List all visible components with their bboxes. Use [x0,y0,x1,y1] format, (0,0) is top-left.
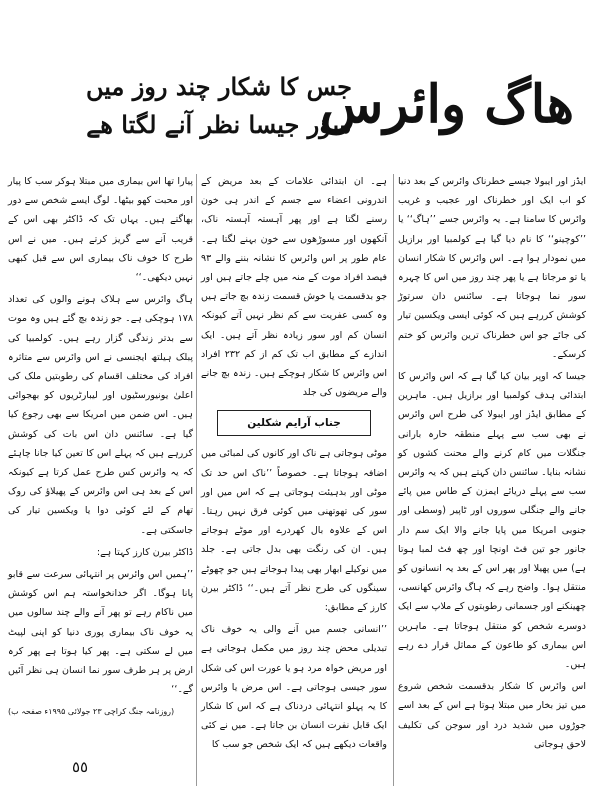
article-title: ھاگ وائرس [319,74,574,135]
paragraph: جیسا کہ اوپر بیان کیا گیا ہے کہ اس وائرس کا ابتدائی ہدف کولمبیا اور برازیل ہیں۔ ماہرین کے مطابق ایڈز اور ایبولا کی طرح اس وائرس نے بھی سب سے پہلے منطقہ حارہ بارانی جنگلات میں کام کرنے والے محنت کشوں کو نشانہ بنایا۔ سائنس دان کہتے ہیں کہ یہ وائرس سب سے پہلے دریائے ایمزن کے طاس میں پائے جانے والے جنگلی سوروں اور ٹاپیر (وسطی اور جنوبی امریکا میں پایا جانے والا ایک سم دار جانور جو تین فٹ اونچا اور چھ فٹ لمبا ہوتا ہے) میں پھیلا اور پھر اس کے بعد یہ انسانوں کو منتقل ہوا۔ واضح رہے کہ ہاگ وائرس کھانسی، چھینکنے اور جسمانی رطوبتوں کے ملاپ سے ایک دوسرے شخص کو منتقل ہوجاتا ہے۔ ماہرین اس بیماری کو طاعون کے مماثل قرار دے رہے ہیں۔ [398,371,586,671]
quote-attribution: ڈاکٹر بیرن کارز کہتا ہے: [96,546,193,558]
column-divider [393,174,394,786]
author-byline-box: جناب آرایم شکلین [217,410,371,436]
quote-paragraph: ’’ہمیں اس وائرس پر انتہائی سرعت سے قابو پانا ہوگا۔ اگر خدانخواستہ ہم اس کوشش میں ناکام رہے تو پھر آنے والے چند سالوں میں یہ خوف ناک بیماری پوری دنیا کو اپنی لپیٹ میں لے سکتی ہے۔ پھر کیا ہوتا ہے پھر کرہ ارض پر ہر طرف سور نما انسان ہی نظر آئیں گے۔‘‘ [8,569,193,696]
paragraph: اس وائرس کا شکار بدقسمت شخص شروع میں تیز بخار میں مبتلا ہوتا ہے اس کے بعد اسے جوڑوں میں شدید درد اور سوجن کی تکلیف لاحق ہوجاتی [398,681,586,750]
article-header [60,64,580,160]
paragraph: ہاگ وائرس سے ہلاک ہونے والوں کی تعداد ۱۷۸ ہوچکی ہے۔ جو زندہ بچ گئے ہیں وہ موت سے بدتر زندگی گزار رہے ہیں۔ کولمبیا کی پبلک ہیلتھ ایجنسی نے اس وائرس سے متاثرہ افراد کی مختلف اقسام کی رطوبتیں ملک کی اعلیٰ یونیورسٹیوں اور لیبارٹریوں کو بھجوائی ہیں۔ اس ضمن میں امریکا سے بھی رجوع کیا گیا ہے۔ سائنس دان اس بات کی کوشش کررہے ہیں کہ پہلے اس کا تعین کیا جانا چاہئے کہ یہ وائرس کس طرح عمل کرتا ہے کیونکہ اس کے بعد ہی اس وائرس کے پھیلاؤ کی روک تھام کے لئے کوئی دوا یا ویکسین تیار کی جاسکتی ہے۔ [8,294,193,536]
paragraph: موٹی ہوجاتی ہے ناک اور کانوں کی لمبائی میں اضافہ ہوجاتا ہے۔ خصوصاً ’’ناک اس حد تک موٹی اور بدہیئت ہوجاتی ہے کہ اس میں اور سور کی تھوتھنی میں کوئی فرق نہیں رہتا۔ اس کے علاوہ بال کھردرے اور موٹے ہوجاتے ہیں۔ ان کی رنگت بھی بدل جاتی ہے۔ جلد میں نوکیلے ابھار بھی پیدا ہوجاتے ہیں جو چھوٹے سینگوں کی طرح نظر آتے ہیں۔‘‘ ڈاکٹر بیرن کارز کے مطابق: [201,448,387,614]
column-middle [201,172,387,758]
paragraph: ایڈز اور ایبولا جیسے خطرناک وائرس کے بعد دنیا کو اب ایک اور خطرناک اور عجیب و غریب وائرس کا سامنا ہے۔ یہ وائرس جسے ’’ہاگ‘‘ یا ’’کوچینو‘‘ کا نام دیا گیا ہے کولمبیا اور برازیل میں نمودار ہوا ہے۔ اس وائرس کا شکار انسان یا تو مرجاتا ہے یا پھر چند روز میں اس کا چہرہ سور نما ہوجاتا ہے۔ سائنس دان سرتوڑ کوشش کررہے ہیں کہ کوئی ایسی ویکسین تیار کی جائے جو اس خطرناک ترین وائرس کو ختم کرسکے۔ [398,176,586,360]
column-divider [196,174,197,786]
quote-paragraph: ’’انسانی جسم میں آنے والی یہ خوف ناک تبدیلی محض چند روز میں مکمل ہوجاتی ہے اور مریض خواہ مرد ہو یا عورت اس کی شکل سور جیسی ہوجاتی ہے۔ اس مرض یا وائرس کا یہ پہلو انتہائی دردناک ہے کہ اس کا شکار ایک قابل نفرت انسان بن جاتا ہے۔ میں نے کئی واقعات دیکھے ہیں کہ ایک شخص جو سب کا [201,624,387,751]
page-number: ٥٥ [72,758,89,776]
column-left [8,172,193,725]
subtitle-line-2: سؤر جیسا نظر آنے لگتا ھے [86,110,352,139]
paragraph: ہے۔ ان ابتدائی علامات کے بعد مریض کے اندرونی اعضاء سے جسم کے اندر ہی خون رسنے لگتا ہے اور پھر آہستہ آہستہ ناک، آنکھوں اور مسوڑھوں سے خون بہنے لگتا ہے۔ عام طور پر اس وائرس کا نشانہ بننے والے ۹۳ فیصد افراد موت کے منہ میں چلے جاتے ہیں اور جو بدقسمت یا خوش قسمت زندہ بچ جاتے ہیں وہ کسی عفریت سے کم نظر نہیں آتے کیونکہ انسان کم اور سور زیادہ نظر آتے ہیں۔ ایک اندازے کے مطابق اب تک کم از کم ۲۳۲ افراد اس وائرس کا شکار ہوچکے ہیں۔ زندہ بچ جانے والے مریضوں کی جلد [201,176,387,399]
source-citation: (روزنامہ جنگ کراچی ۲۳ جولائی ۱۹۹۵ء صفحہ ب) [8,707,175,717]
paragraph: پیارا تھا اس بیماری میں مبتلا ہوکر سب کا پیار اور محبت کھو بیٹھا۔ لوگ ایسے شخص سے دور بھاگتے ہیں۔ یہاں تک کہ ڈاکٹر بھی اس کے قریب آنے سے گریز کرتے ہیں۔ میں نے اس طرح کا خوف ناک بیماری اس سے قبل کبھی نہیں دیکھی۔‘‘ [8,176,193,284]
column-right [398,172,586,757]
subtitle-line-1: جس کا شکار چند روز میں [85,72,353,101]
article-subtitle [74,68,364,144]
